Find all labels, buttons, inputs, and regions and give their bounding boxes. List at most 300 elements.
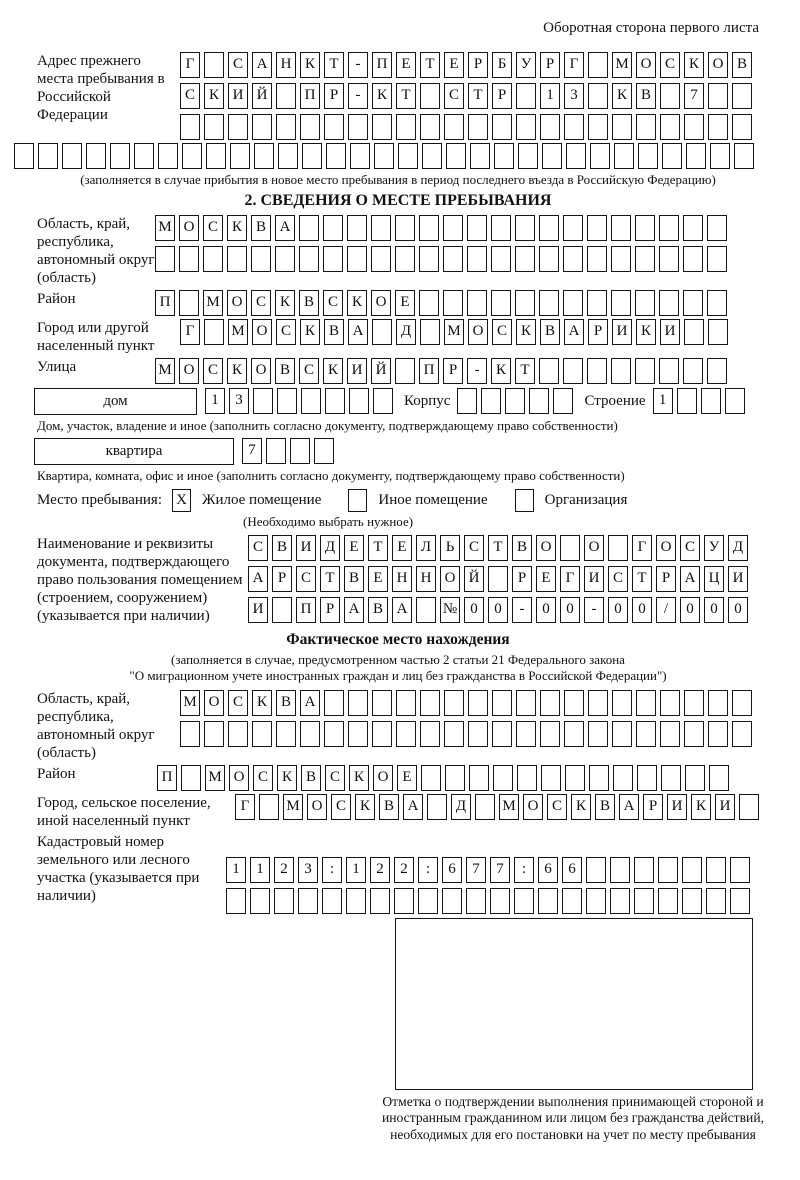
char-cell[interactable]: 0 bbox=[464, 597, 484, 623]
char-cell[interactable] bbox=[180, 721, 200, 747]
char-cell[interactable] bbox=[420, 114, 440, 140]
char-cell[interactable]: С bbox=[680, 535, 700, 561]
char-cell[interactable]: Ь bbox=[440, 535, 460, 561]
checkbox-zhiloe[interactable]: X bbox=[172, 489, 191, 512]
char-cell[interactable]: Е bbox=[396, 52, 416, 78]
char-cell[interactable] bbox=[588, 114, 608, 140]
char-cell[interactable]: М bbox=[499, 794, 519, 820]
char-cell[interactable] bbox=[299, 246, 319, 272]
char-cell[interactable] bbox=[540, 721, 560, 747]
char-cell[interactable]: - bbox=[348, 52, 368, 78]
char-cell[interactable]: О bbox=[179, 215, 199, 241]
char-cell[interactable]: О bbox=[252, 319, 272, 345]
char-cell[interactable] bbox=[683, 290, 703, 316]
char-cell[interactable]: Г bbox=[560, 566, 580, 592]
char-cell[interactable] bbox=[707, 215, 727, 241]
char-cell[interactable] bbox=[682, 888, 702, 914]
char-cell[interactable]: А bbox=[680, 566, 700, 592]
char-cell[interactable] bbox=[542, 143, 562, 169]
char-cell[interactable] bbox=[252, 721, 272, 747]
char-cell[interactable] bbox=[398, 143, 418, 169]
char-cell[interactable]: И bbox=[584, 566, 604, 592]
char-cell[interactable] bbox=[516, 690, 536, 716]
char-cell[interactable] bbox=[490, 888, 510, 914]
char-cell[interactable]: П bbox=[296, 597, 316, 623]
char-cell[interactable]: К bbox=[355, 794, 375, 820]
char-cell[interactable] bbox=[276, 114, 296, 140]
char-cell[interactable]: О bbox=[373, 765, 393, 791]
char-cell[interactable]: А bbox=[564, 319, 584, 345]
char-cell[interactable]: Т bbox=[488, 535, 508, 561]
char-cell[interactable]: В bbox=[379, 794, 399, 820]
char-cell[interactable] bbox=[325, 388, 345, 414]
char-cell[interactable]: У bbox=[516, 52, 536, 78]
char-cell[interactable] bbox=[395, 246, 415, 272]
char-cell[interactable]: Р bbox=[588, 319, 608, 345]
char-cell[interactable] bbox=[347, 215, 367, 241]
char-cell[interactable] bbox=[708, 319, 728, 345]
char-cell[interactable] bbox=[732, 83, 752, 109]
char-cell[interactable]: Г bbox=[180, 319, 200, 345]
char-cell[interactable] bbox=[179, 246, 199, 272]
char-cell[interactable]: И bbox=[612, 319, 632, 345]
char-cell[interactable]: 1 bbox=[540, 83, 560, 109]
char-cell[interactable] bbox=[396, 114, 416, 140]
char-cell[interactable]: М bbox=[205, 765, 225, 791]
char-cell[interactable]: 3 bbox=[229, 388, 249, 414]
char-cell[interactable] bbox=[469, 765, 489, 791]
char-cell[interactable]: Т bbox=[632, 566, 652, 592]
char-cell[interactable]: 1 bbox=[653, 388, 673, 414]
char-cell[interactable]: М bbox=[444, 319, 464, 345]
char-cell[interactable]: В bbox=[540, 319, 560, 345]
char-cell[interactable]: О bbox=[204, 690, 224, 716]
char-cell[interactable] bbox=[179, 290, 199, 316]
char-cell[interactable]: 7 bbox=[684, 83, 704, 109]
char-cell[interactable] bbox=[444, 114, 464, 140]
char-cell[interactable] bbox=[658, 888, 678, 914]
char-cell[interactable]: О bbox=[636, 52, 656, 78]
char-cell[interactable]: 0 bbox=[560, 597, 580, 623]
char-cell[interactable]: И bbox=[667, 794, 687, 820]
char-cell[interactable] bbox=[730, 888, 750, 914]
char-cell[interactable] bbox=[420, 319, 440, 345]
char-cell[interactable] bbox=[611, 215, 631, 241]
char-cell[interactable]: А bbox=[403, 794, 423, 820]
char-cell[interactable] bbox=[636, 114, 656, 140]
char-cell[interactable] bbox=[491, 290, 511, 316]
char-cell[interactable]: К bbox=[516, 319, 536, 345]
char-cell[interactable]: И bbox=[347, 358, 367, 384]
char-cell[interactable] bbox=[442, 888, 462, 914]
char-cell[interactable]: Г bbox=[632, 535, 652, 561]
char-cell[interactable]: 2 bbox=[370, 857, 390, 883]
char-cell[interactable] bbox=[538, 888, 558, 914]
char-cell[interactable]: 3 bbox=[564, 83, 584, 109]
char-cell[interactable] bbox=[637, 765, 657, 791]
char-cell[interactable]: О bbox=[584, 535, 604, 561]
char-cell[interactable] bbox=[517, 765, 537, 791]
char-cell[interactable] bbox=[613, 765, 633, 791]
char-cell[interactable] bbox=[250, 888, 270, 914]
char-cell[interactable] bbox=[660, 690, 680, 716]
char-cell[interactable] bbox=[204, 721, 224, 747]
char-cell[interactable] bbox=[659, 358, 679, 384]
char-cell[interactable] bbox=[685, 765, 705, 791]
char-cell[interactable] bbox=[614, 143, 634, 169]
char-cell[interactable]: Т bbox=[420, 52, 440, 78]
char-cell[interactable] bbox=[110, 143, 130, 169]
char-cell[interactable] bbox=[275, 246, 295, 272]
char-cell[interactable] bbox=[251, 246, 271, 272]
char-cell[interactable] bbox=[470, 143, 490, 169]
char-cell[interactable] bbox=[372, 319, 392, 345]
char-cell[interactable] bbox=[660, 83, 680, 109]
char-cell[interactable] bbox=[611, 290, 631, 316]
char-cell[interactable]: П bbox=[300, 83, 320, 109]
char-cell[interactable]: Г bbox=[564, 52, 584, 78]
char-cell[interactable]: Д bbox=[451, 794, 471, 820]
char-cell[interactable] bbox=[611, 246, 631, 272]
char-cell[interactable]: К bbox=[684, 52, 704, 78]
char-cell[interactable]: А bbox=[252, 52, 272, 78]
char-cell[interactable] bbox=[467, 215, 487, 241]
char-cell[interactable] bbox=[610, 857, 630, 883]
char-cell[interactable] bbox=[134, 143, 154, 169]
char-cell[interactable]: Н bbox=[416, 566, 436, 592]
char-cell[interactable] bbox=[427, 794, 447, 820]
char-cell[interactable]: 1 bbox=[205, 388, 225, 414]
char-cell[interactable]: - bbox=[348, 83, 368, 109]
char-cell[interactable] bbox=[278, 143, 298, 169]
char-cell[interactable] bbox=[86, 143, 106, 169]
char-cell[interactable] bbox=[564, 721, 584, 747]
char-cell[interactable]: А bbox=[348, 319, 368, 345]
char-cell[interactable] bbox=[636, 690, 656, 716]
char-cell[interactable]: 0 bbox=[632, 597, 652, 623]
char-cell[interactable]: Т bbox=[468, 83, 488, 109]
char-cell[interactable] bbox=[371, 246, 391, 272]
char-cell[interactable] bbox=[553, 388, 573, 414]
char-cell[interactable]: Б bbox=[492, 52, 512, 78]
char-cell[interactable]: О bbox=[468, 319, 488, 345]
char-cell[interactable]: В bbox=[299, 290, 319, 316]
char-cell[interactable]: С bbox=[608, 566, 628, 592]
char-cell[interactable] bbox=[322, 888, 342, 914]
char-cell[interactable] bbox=[348, 690, 368, 716]
char-cell[interactable] bbox=[444, 690, 464, 716]
char-cell[interactable]: Р bbox=[643, 794, 663, 820]
char-cell[interactable]: К bbox=[277, 765, 297, 791]
char-cell[interactable] bbox=[491, 246, 511, 272]
char-cell[interactable]: : bbox=[322, 857, 342, 883]
char-cell[interactable] bbox=[708, 690, 728, 716]
char-cell[interactable] bbox=[420, 83, 440, 109]
char-cell[interactable] bbox=[420, 721, 440, 747]
char-cell[interactable] bbox=[565, 765, 585, 791]
char-cell[interactable]: 7 bbox=[490, 857, 510, 883]
char-cell[interactable] bbox=[587, 215, 607, 241]
char-cell[interactable] bbox=[445, 765, 465, 791]
char-cell[interactable]: С bbox=[660, 52, 680, 78]
char-cell[interactable] bbox=[709, 765, 729, 791]
char-cell[interactable]: О bbox=[227, 290, 247, 316]
char-cell[interactable] bbox=[468, 721, 488, 747]
char-cell[interactable]: В bbox=[275, 358, 295, 384]
char-cell[interactable]: С bbox=[299, 358, 319, 384]
char-cell[interactable] bbox=[540, 114, 560, 140]
char-cell[interactable] bbox=[468, 690, 488, 716]
char-cell[interactable]: С bbox=[296, 566, 316, 592]
char-cell[interactable] bbox=[732, 721, 752, 747]
char-cell[interactable] bbox=[683, 215, 703, 241]
char-cell[interactable]: Д bbox=[396, 319, 416, 345]
char-cell[interactable] bbox=[515, 215, 535, 241]
char-cell[interactable]: В bbox=[272, 535, 292, 561]
char-cell[interactable] bbox=[467, 290, 487, 316]
char-cell[interactable]: М bbox=[180, 690, 200, 716]
char-cell[interactable]: К bbox=[323, 358, 343, 384]
char-cell[interactable] bbox=[708, 83, 728, 109]
char-cell[interactable] bbox=[660, 721, 680, 747]
char-cell[interactable]: Р bbox=[468, 52, 488, 78]
char-cell[interactable] bbox=[661, 765, 681, 791]
char-cell[interactable]: О bbox=[229, 765, 249, 791]
char-cell[interactable]: В bbox=[301, 765, 321, 791]
char-cell[interactable] bbox=[300, 721, 320, 747]
char-cell[interactable]: М bbox=[612, 52, 632, 78]
char-cell[interactable] bbox=[710, 143, 730, 169]
char-cell[interactable]: В bbox=[636, 83, 656, 109]
char-cell[interactable]: В bbox=[344, 566, 364, 592]
char-cell[interactable] bbox=[350, 143, 370, 169]
char-cell[interactable] bbox=[444, 721, 464, 747]
char-cell[interactable] bbox=[683, 358, 703, 384]
char-cell[interactable] bbox=[612, 721, 632, 747]
char-cell[interactable] bbox=[732, 690, 752, 716]
char-cell[interactable] bbox=[324, 690, 344, 716]
char-cell[interactable]: И bbox=[728, 566, 748, 592]
char-cell[interactable]: П bbox=[155, 290, 175, 316]
char-cell[interactable] bbox=[204, 319, 224, 345]
char-cell[interactable] bbox=[228, 114, 248, 140]
char-cell[interactable] bbox=[443, 290, 463, 316]
char-cell[interactable] bbox=[707, 246, 727, 272]
char-cell[interactable] bbox=[660, 114, 680, 140]
char-cell[interactable]: 0 bbox=[608, 597, 628, 623]
char-cell[interactable] bbox=[588, 83, 608, 109]
char-cell[interactable]: Р bbox=[492, 83, 512, 109]
char-cell[interactable] bbox=[505, 388, 525, 414]
char-cell[interactable] bbox=[734, 143, 754, 169]
char-cell[interactable] bbox=[732, 114, 752, 140]
char-cell[interactable] bbox=[539, 290, 559, 316]
char-cell[interactable] bbox=[516, 721, 536, 747]
char-cell[interactable]: Т bbox=[320, 566, 340, 592]
char-cell[interactable]: 0 bbox=[536, 597, 556, 623]
char-cell[interactable] bbox=[14, 143, 34, 169]
char-cell[interactable]: К bbox=[252, 690, 272, 716]
char-cell[interactable]: У bbox=[704, 535, 724, 561]
char-cell[interactable]: С bbox=[180, 83, 200, 109]
char-cell[interactable] bbox=[563, 215, 583, 241]
char-cell[interactable] bbox=[228, 721, 248, 747]
char-cell[interactable] bbox=[540, 690, 560, 716]
char-cell[interactable]: Д bbox=[320, 535, 340, 561]
char-cell[interactable] bbox=[374, 143, 394, 169]
char-cell[interactable] bbox=[443, 246, 463, 272]
char-cell[interactable] bbox=[394, 888, 414, 914]
char-cell[interactable] bbox=[492, 690, 512, 716]
char-cell[interactable]: Е bbox=[536, 566, 556, 592]
char-cell[interactable] bbox=[563, 246, 583, 272]
char-cell[interactable]: Т bbox=[324, 52, 344, 78]
char-cell[interactable]: С bbox=[547, 794, 567, 820]
char-cell[interactable] bbox=[488, 566, 508, 592]
char-cell[interactable] bbox=[204, 52, 224, 78]
char-cell[interactable] bbox=[634, 857, 654, 883]
kvartira-field-box[interactable]: квартира bbox=[34, 438, 234, 465]
char-cell[interactable]: К bbox=[571, 794, 591, 820]
char-cell[interactable] bbox=[515, 290, 535, 316]
char-cell[interactable] bbox=[422, 143, 442, 169]
char-cell[interactable]: 2 bbox=[394, 857, 414, 883]
char-cell[interactable]: Ц bbox=[704, 566, 724, 592]
char-cell[interactable] bbox=[419, 290, 439, 316]
char-cell[interactable]: 0 bbox=[488, 597, 508, 623]
char-cell[interactable]: Р bbox=[443, 358, 463, 384]
char-cell[interactable] bbox=[634, 888, 654, 914]
char-cell[interactable] bbox=[492, 721, 512, 747]
char-cell[interactable]: О bbox=[251, 358, 271, 384]
char-cell[interactable] bbox=[323, 215, 343, 241]
char-cell[interactable] bbox=[684, 114, 704, 140]
char-cell[interactable]: В bbox=[276, 690, 296, 716]
char-cell[interactable]: К bbox=[691, 794, 711, 820]
char-cell[interactable] bbox=[560, 535, 580, 561]
char-cell[interactable] bbox=[586, 888, 606, 914]
char-cell[interactable] bbox=[588, 721, 608, 747]
char-cell[interactable]: А bbox=[344, 597, 364, 623]
char-cell[interactable] bbox=[514, 888, 534, 914]
char-cell[interactable]: В bbox=[595, 794, 615, 820]
char-cell[interactable] bbox=[587, 290, 607, 316]
char-cell[interactable]: К bbox=[227, 215, 247, 241]
char-cell[interactable] bbox=[418, 888, 438, 914]
char-cell[interactable] bbox=[421, 765, 441, 791]
char-cell[interactable] bbox=[494, 143, 514, 169]
char-cell[interactable]: Д bbox=[728, 535, 748, 561]
char-cell[interactable] bbox=[635, 358, 655, 384]
checkbox-organizatsiya[interactable] bbox=[515, 489, 534, 512]
char-cell[interactable]: Р bbox=[512, 566, 532, 592]
char-cell[interactable] bbox=[725, 388, 745, 414]
char-cell[interactable] bbox=[588, 52, 608, 78]
char-cell[interactable] bbox=[612, 690, 632, 716]
char-cell[interactable] bbox=[515, 246, 535, 272]
char-cell[interactable] bbox=[706, 888, 726, 914]
char-cell[interactable]: И bbox=[248, 597, 268, 623]
char-cell[interactable]: Р bbox=[324, 83, 344, 109]
char-cell[interactable]: К bbox=[491, 358, 511, 384]
char-cell[interactable] bbox=[252, 114, 272, 140]
char-cell[interactable] bbox=[518, 143, 538, 169]
char-cell[interactable] bbox=[658, 857, 678, 883]
char-cell[interactable] bbox=[348, 721, 368, 747]
char-cell[interactable]: : bbox=[514, 857, 534, 883]
char-cell[interactable]: Р bbox=[656, 566, 676, 592]
char-cell[interactable]: С bbox=[276, 319, 296, 345]
char-cell[interactable]: 0 bbox=[728, 597, 748, 623]
char-cell[interactable]: : bbox=[418, 857, 438, 883]
char-cell[interactable] bbox=[396, 721, 416, 747]
char-cell[interactable] bbox=[259, 794, 279, 820]
char-cell[interactable]: О bbox=[708, 52, 728, 78]
char-cell[interactable]: К bbox=[347, 290, 367, 316]
char-cell[interactable]: В bbox=[324, 319, 344, 345]
char-cell[interactable] bbox=[562, 888, 582, 914]
char-cell[interactable]: В bbox=[732, 52, 752, 78]
char-cell[interactable]: К bbox=[636, 319, 656, 345]
char-cell[interactable]: - bbox=[467, 358, 487, 384]
char-cell[interactable] bbox=[662, 143, 682, 169]
char-cell[interactable] bbox=[468, 114, 488, 140]
char-cell[interactable] bbox=[371, 215, 391, 241]
char-cell[interactable]: Р bbox=[540, 52, 560, 78]
char-cell[interactable] bbox=[395, 215, 415, 241]
char-cell[interactable]: Т bbox=[515, 358, 535, 384]
char-cell[interactable] bbox=[457, 388, 477, 414]
char-cell[interactable] bbox=[701, 388, 721, 414]
char-cell[interactable] bbox=[277, 388, 297, 414]
char-cell[interactable]: Р bbox=[320, 597, 340, 623]
char-cell[interactable] bbox=[301, 388, 321, 414]
char-cell[interactable] bbox=[446, 143, 466, 169]
char-cell[interactable] bbox=[564, 114, 584, 140]
char-cell[interactable] bbox=[635, 290, 655, 316]
char-cell[interactable] bbox=[659, 246, 679, 272]
char-cell[interactable]: Е bbox=[344, 535, 364, 561]
char-cell[interactable]: К bbox=[612, 83, 632, 109]
char-cell[interactable]: А bbox=[248, 566, 268, 592]
char-cell[interactable] bbox=[707, 358, 727, 384]
char-cell[interactable] bbox=[706, 857, 726, 883]
char-cell[interactable]: С bbox=[228, 690, 248, 716]
char-cell[interactable] bbox=[419, 246, 439, 272]
char-cell[interactable] bbox=[563, 358, 583, 384]
char-cell[interactable]: С bbox=[444, 83, 464, 109]
char-cell[interactable]: 0 bbox=[704, 597, 724, 623]
char-cell[interactable]: С bbox=[464, 535, 484, 561]
char-cell[interactable]: М bbox=[155, 358, 175, 384]
char-cell[interactable]: К bbox=[275, 290, 295, 316]
char-cell[interactable]: К bbox=[372, 83, 392, 109]
char-cell[interactable]: А bbox=[300, 690, 320, 716]
char-cell[interactable] bbox=[204, 114, 224, 140]
char-cell[interactable]: П bbox=[419, 358, 439, 384]
checkbox-inoe[interactable] bbox=[348, 489, 367, 512]
char-cell[interactable] bbox=[635, 246, 655, 272]
char-cell[interactable] bbox=[635, 215, 655, 241]
char-cell[interactable]: Е bbox=[395, 290, 415, 316]
char-cell[interactable]: 6 bbox=[442, 857, 462, 883]
char-cell[interactable] bbox=[516, 114, 536, 140]
char-cell[interactable] bbox=[638, 143, 658, 169]
char-cell[interactable] bbox=[443, 215, 463, 241]
char-cell[interactable] bbox=[348, 114, 368, 140]
char-cell[interactable]: О bbox=[371, 290, 391, 316]
char-cell[interactable] bbox=[276, 83, 296, 109]
